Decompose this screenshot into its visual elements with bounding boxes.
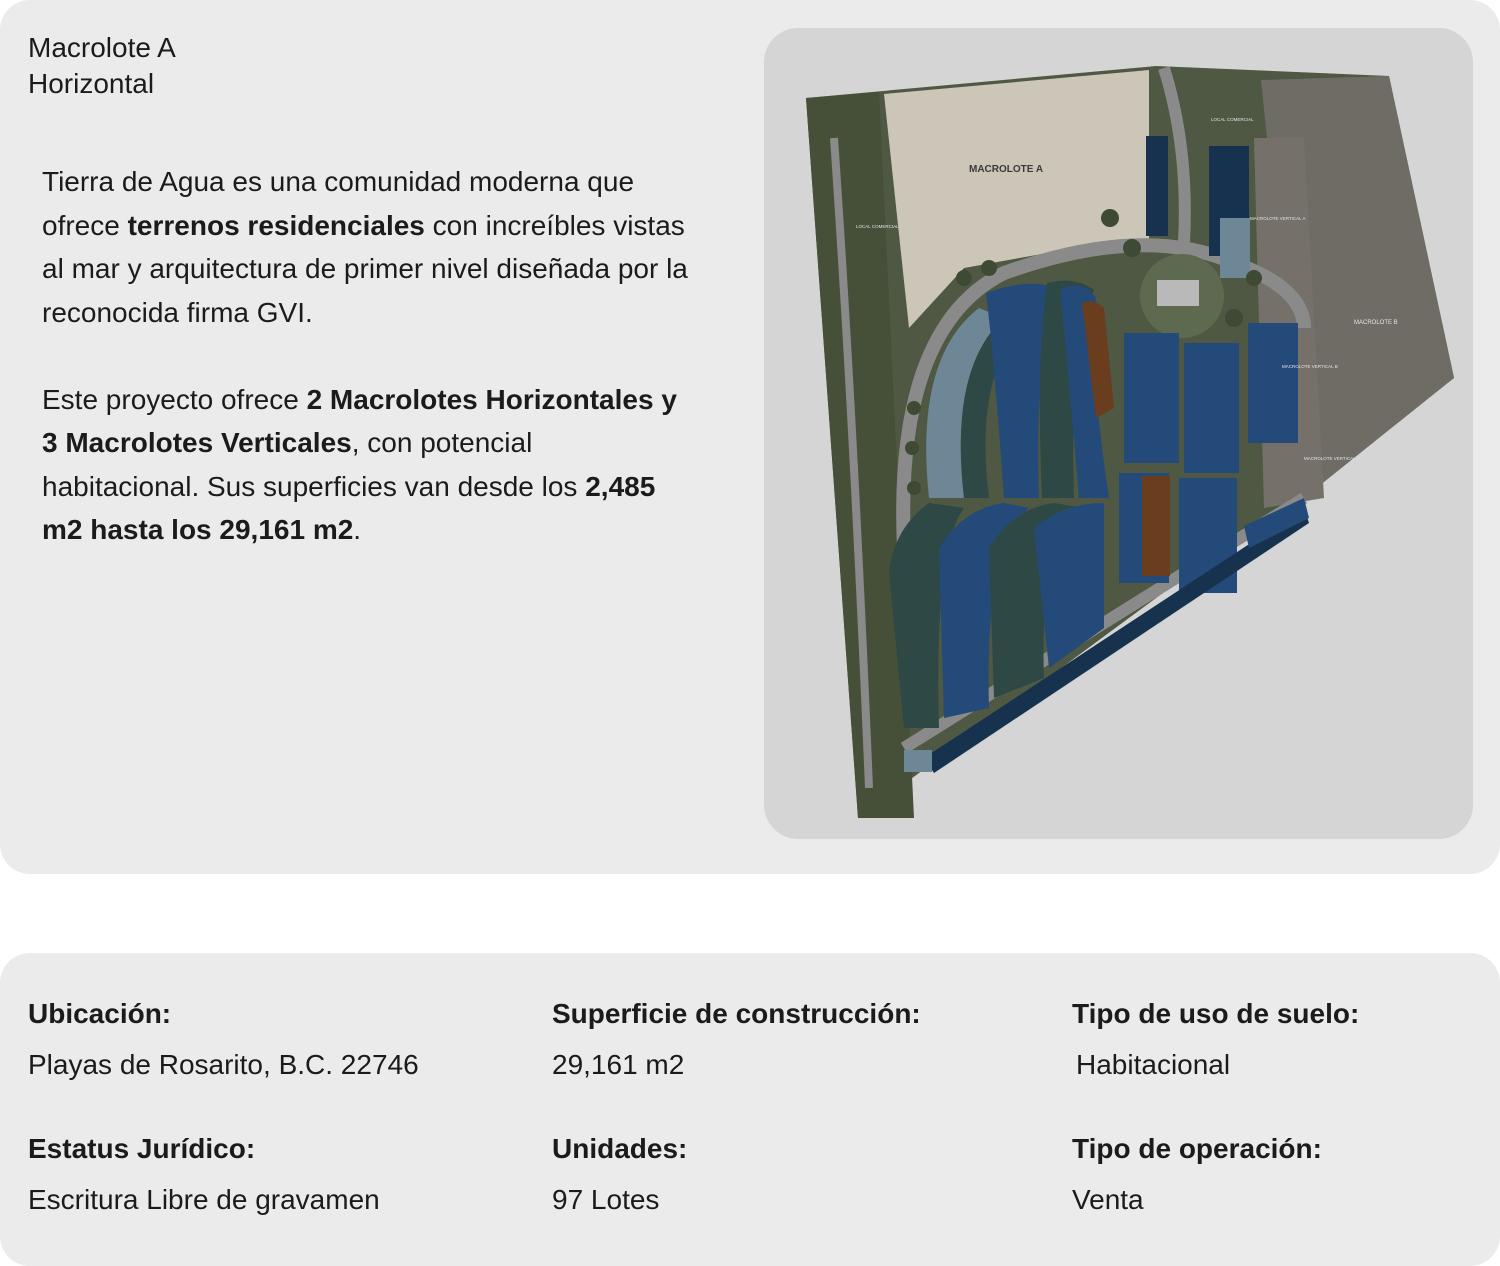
clubhouse-building	[1157, 280, 1199, 306]
page-subtitle: Horizontal	[28, 68, 155, 99]
field-label: Tipo de uso de suelo:	[1072, 998, 1360, 1029]
label-local-comercial-left: LOCAL COMERCIAL	[856, 224, 899, 229]
description-text: , con potencial habitacional. Sus superficies van desde los	[42, 427, 586, 502]
field-label: Tipo de operación:	[1072, 1133, 1322, 1164]
field-uso-suelo	[1072, 996, 1359, 1083]
field-ubicacion	[28, 996, 419, 1083]
details-card	[0, 953, 1500, 1266]
site-plan-image	[764, 28, 1473, 839]
description-text: .	[353, 514, 362, 545]
field-estatus	[28, 1131, 380, 1218]
label-local-comercial-top: LOCAL COMERCIAL	[1211, 117, 1254, 122]
description-text: con increíbles vistas al mar y arquitectura de primer nivel diseñada por la reconocida firma GVI.	[42, 209, 688, 328]
description-paragraph-2	[42, 378, 692, 552]
label-macrolote-vertical-b: MACROLOTE VERTICAL B	[1282, 364, 1338, 369]
field-value: Escritura Libre de gravamen	[28, 1184, 380, 1215]
page-title: Macrolote A	[28, 32, 176, 63]
field-label: Unidades:	[552, 1133, 688, 1164]
field-superficie	[552, 996, 921, 1083]
field-value: 29,161 m2	[552, 1049, 685, 1080]
field-label: Superficie de construcción:	[552, 998, 921, 1029]
field-label: Ubicación:	[28, 998, 172, 1029]
label-macrolote-vertical-c: MACROLOTE VERTICAL C	[1304, 456, 1361, 461]
description-paragraph-1	[42, 160, 692, 334]
label-macrolote-a: MACROLOTE A	[969, 164, 1044, 175]
description-highlight: 2,485 m2 hasta los 29,161 m2	[42, 470, 656, 545]
field-unidades	[552, 1131, 687, 1218]
description-highlight: 2 Macrolotes Horizontales y 3 Macrolotes Verticales	[42, 383, 677, 458]
label-macrolote-b: MACROLOTE B	[1354, 320, 1398, 326]
field-label: Estatus Jurídico:	[28, 1133, 256, 1164]
field-value: Playas de Rosarito, B.C. 22746	[28, 1049, 419, 1080]
description-text: Este proyecto ofrece	[42, 383, 307, 415]
project-description	[42, 160, 692, 595]
description-highlight: terrenos residenciales	[127, 209, 425, 241]
field-value: Venta	[1072, 1184, 1144, 1215]
description-text: Tierra de Agua es una comunidad moderna que ofrece	[42, 166, 635, 241]
field-operacion	[1072, 1131, 1322, 1218]
lot-band-6	[889, 503, 1104, 728]
field-value: 97 Lotes	[552, 1184, 660, 1215]
site-plan-map[interactable]	[764, 28, 1473, 839]
field-value: Habitacional	[1076, 1049, 1231, 1080]
label-macrolote-vertical-a: MACROLOTE VERTICAL A	[1250, 216, 1306, 221]
